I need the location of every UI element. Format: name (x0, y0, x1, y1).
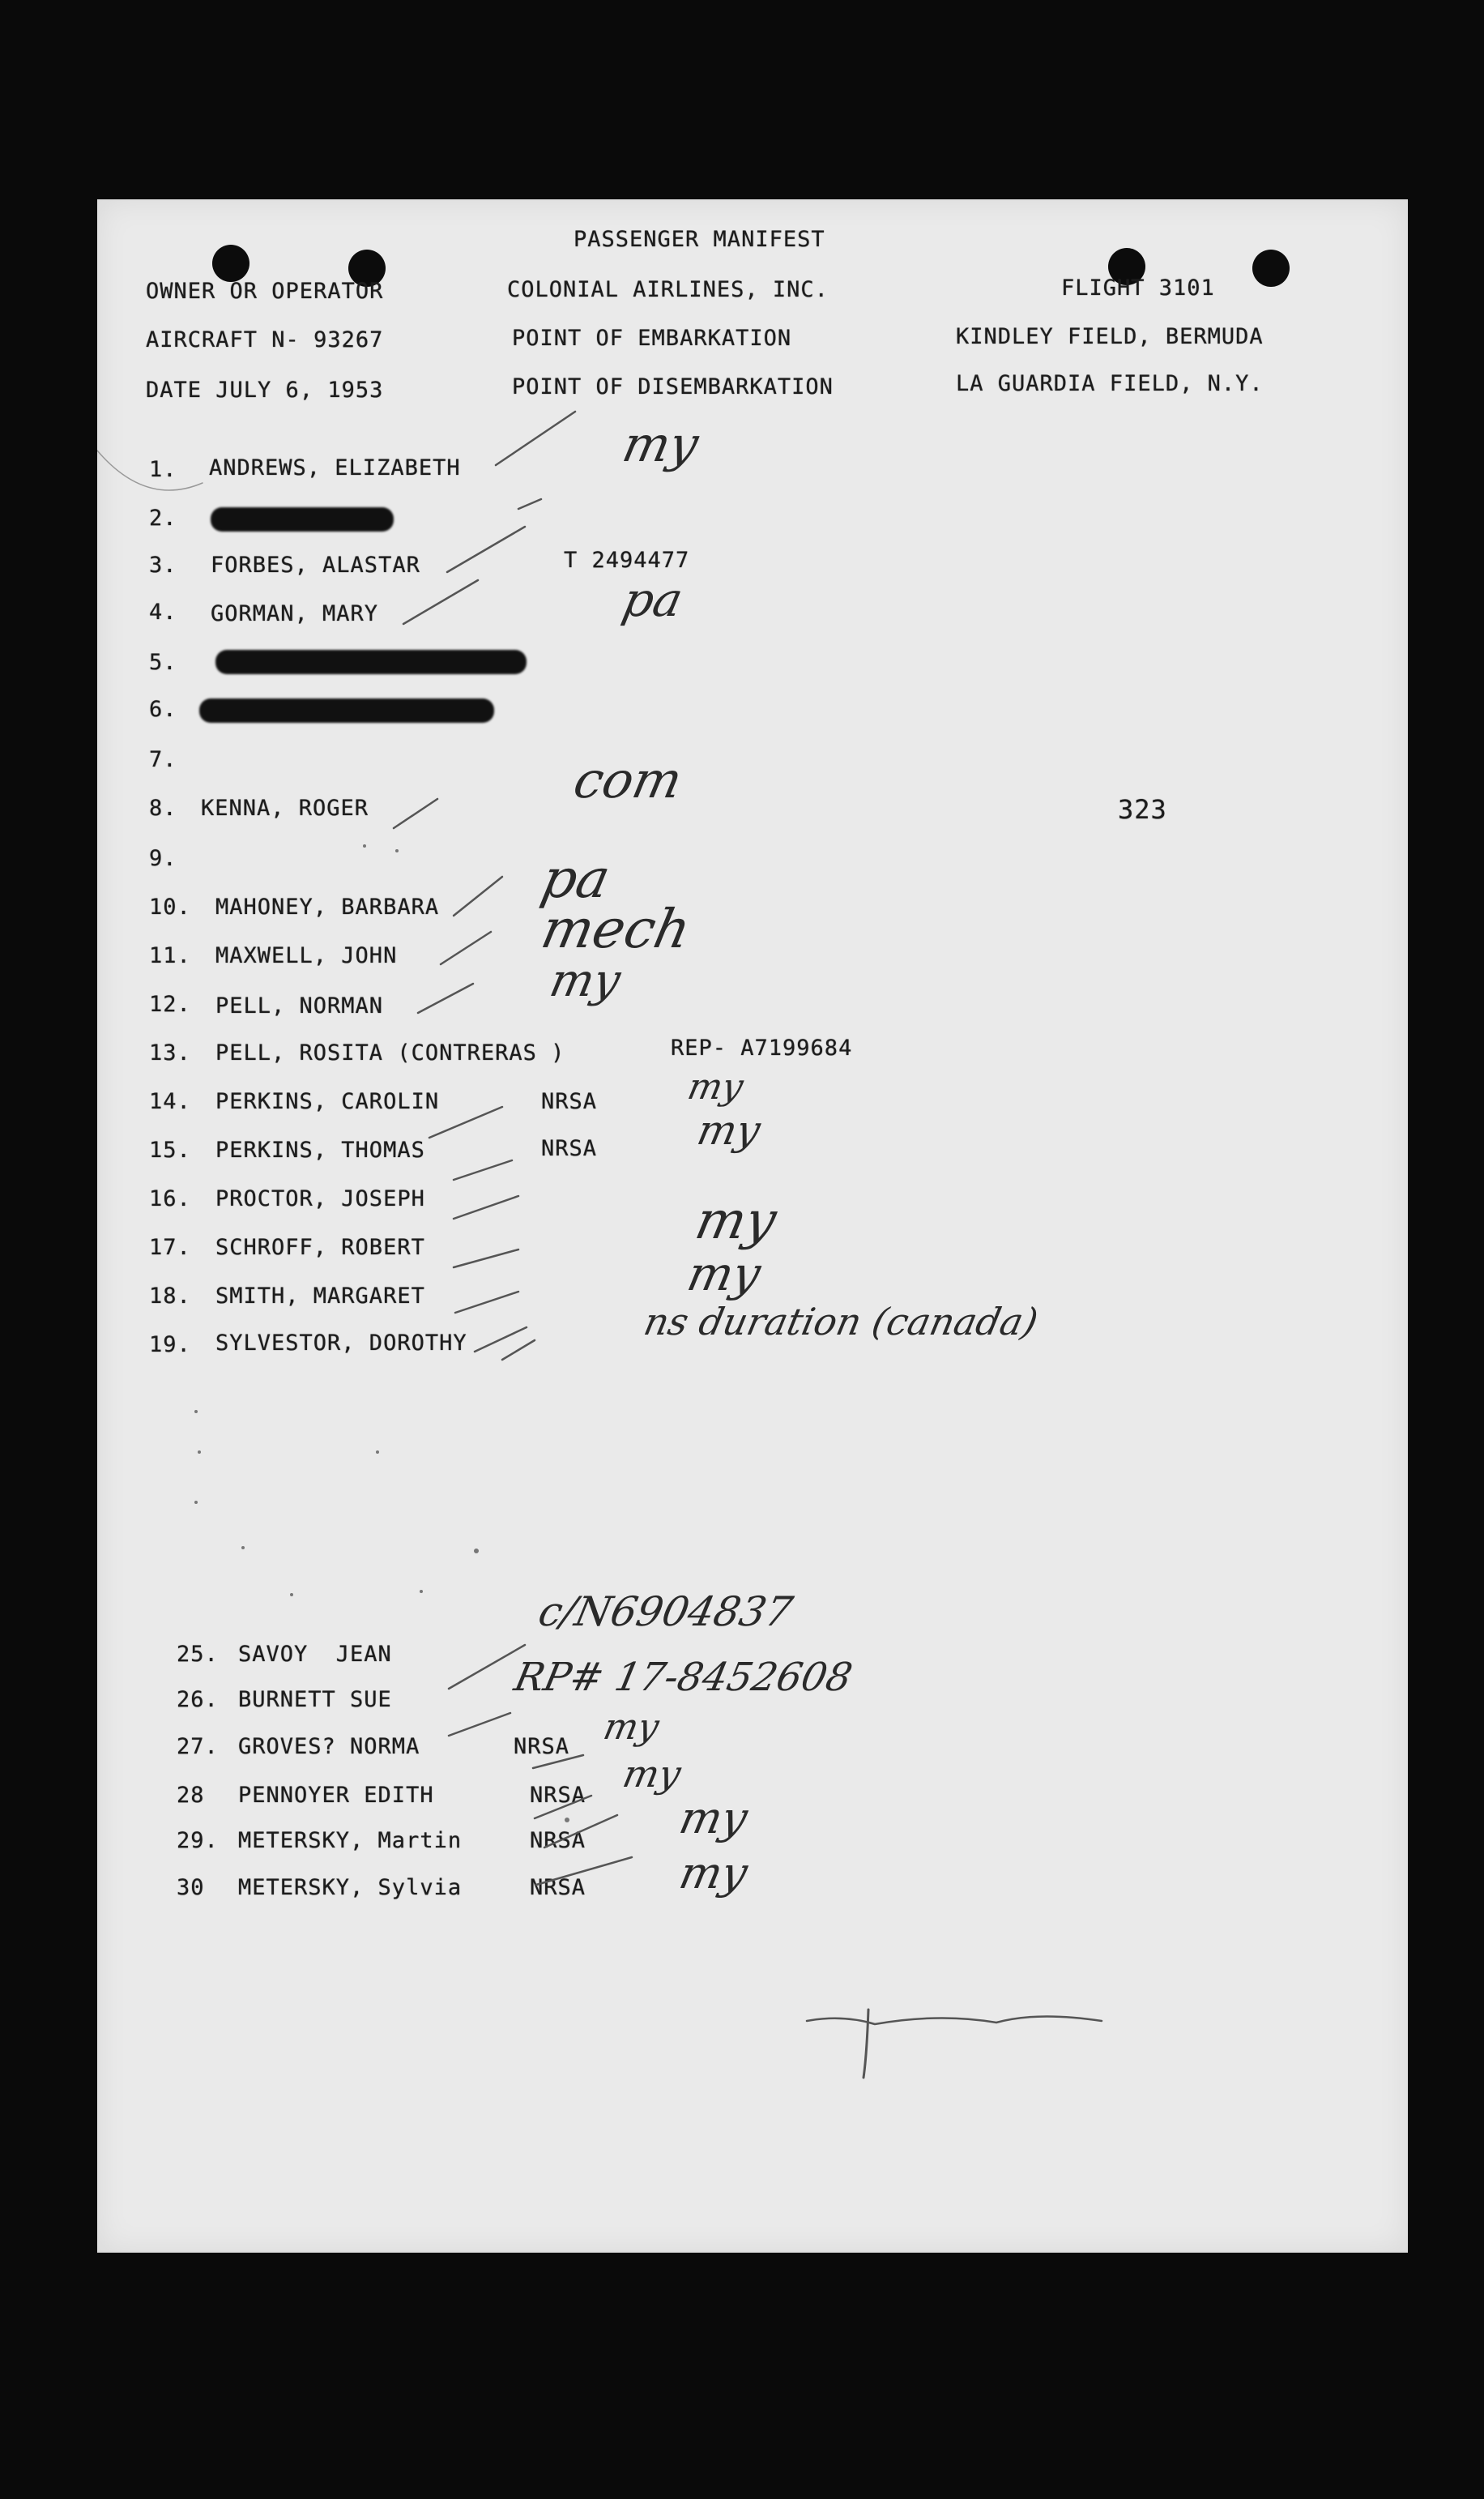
passenger-name: KENNA, ROGER (201, 796, 369, 821)
passenger-row-number: 10. (149, 895, 191, 920)
passenger-note: REP- A7199684 (671, 1036, 853, 1061)
owner-value: COLONIAL AIRLINES, INC. (507, 277, 829, 302)
passenger-name: BURNETT SUE (238, 1687, 392, 1712)
passenger-name: MAXWELL, JOHN (215, 943, 398, 968)
passenger-note: NRSA (514, 1734, 570, 1759)
handwritten-note: c/N6904837 (534, 1588, 797, 1635)
passenger-name: PELL, ROSITA (CONTRERAS ) (215, 1040, 565, 1066)
passenger-name: PERKINS, CAROLIN (215, 1089, 440, 1114)
passenger-row-number: 13. (149, 1040, 191, 1066)
passenger-row-number: 25. (177, 1642, 219, 1667)
passenger-note: NRSA (530, 1828, 586, 1853)
handwritten-note: my (545, 955, 625, 1007)
passenger-row-number: 7. (149, 747, 177, 772)
passenger-name: METERSKY, Martin (238, 1828, 463, 1853)
handwritten-note: my (617, 416, 704, 473)
passenger-name: PENNOYER EDITH (238, 1783, 434, 1808)
passenger-row-number: 29. (177, 1828, 219, 1853)
redaction-mark (211, 507, 394, 532)
handwritten-note: mech (535, 898, 697, 960)
redaction-mark (199, 698, 494, 723)
passenger-note: NRSA (530, 1783, 586, 1808)
passenger-row-number: 6. (149, 697, 177, 722)
passenger-row-number: 5. (149, 650, 177, 675)
manifest-date: DATE JULY 6, 1953 (146, 378, 384, 403)
punch-hole-right-2 (1252, 250, 1290, 287)
handwritten-note: my (675, 1792, 753, 1843)
passenger-name: MAHONEY, BARBARA (215, 895, 440, 920)
passenger-row-number: 30 (177, 1875, 205, 1900)
flight-number: FLIGHT 3101 (1061, 276, 1215, 301)
passenger-row-number: 8. (149, 796, 177, 821)
handwritten-note: my (690, 1191, 782, 1251)
passenger-name: METERSKY, Sylvia (238, 1875, 463, 1900)
passenger-row-number: 2. (149, 506, 177, 531)
handwritten-note: ns duration (canada) (640, 1300, 1043, 1343)
passenger-name: SMITH, MARGARET (215, 1284, 425, 1309)
manifest-page (97, 199, 1408, 2253)
passenger-note: NRSA (541, 1136, 598, 1161)
handwritten-note: RP# 17-8452608 (510, 1655, 856, 1700)
handwritten-note: my (693, 1107, 765, 1154)
passenger-row-number: 16. (149, 1186, 191, 1211)
aircraft-number: AIRCRAFT N- 93267 (146, 327, 384, 352)
handwritten-note: pa (535, 848, 616, 910)
passenger-name: PERKINS, THOMAS (215, 1138, 425, 1163)
passenger-name: GORMAN, MARY (211, 601, 379, 626)
passenger-name: SYLVESTOR, DOROTHY (215, 1331, 467, 1356)
redaction-mark (215, 650, 527, 674)
passenger-row-number: 3. (149, 553, 177, 578)
handwritten-note: pa (617, 572, 688, 627)
passenger-row-number: 1. (149, 457, 177, 482)
handwritten-note: my (682, 1246, 765, 1301)
punch-hole-left-1 (212, 245, 249, 282)
page-number: 323 (1118, 794, 1167, 825)
handwritten-note: com (569, 750, 688, 810)
passenger-row-number: 14. (149, 1089, 191, 1114)
owner-label: OWNER OR OPERATOR (146, 279, 384, 304)
passenger-row-number: 28 (177, 1783, 205, 1808)
passenger-row-number: 12. (149, 992, 191, 1017)
passenger-row-number: 15. (149, 1138, 191, 1163)
passenger-name: PELL, NORMAN (215, 993, 384, 1019)
passenger-row-number: 4. (149, 600, 177, 625)
disembarkation-value: LA GUARDIA FIELD, N.Y. (956, 371, 1264, 396)
handwritten-note: my (599, 1707, 663, 1748)
disembarkation-label: POINT OF DISEMBARKATION (512, 374, 834, 399)
manifest-title: PASSENGER MANIFEST (574, 227, 825, 252)
passenger-row-number: 9. (149, 846, 177, 871)
passenger-name: SCHROFF, ROBERT (215, 1235, 425, 1260)
embarkation-value: KINDLEY FIELD, BERMUDA (956, 324, 1264, 349)
passenger-name: ANDREWS, ELIZABETH (209, 455, 461, 481)
passenger-name: SAVOY JEAN (238, 1642, 392, 1667)
passenger-row-number: 19. (149, 1332, 191, 1357)
passenger-name: GROVES? NORMA (238, 1734, 420, 1759)
passenger-row-number: 17. (149, 1235, 191, 1260)
embarkation-label: POINT OF EMBARKATION (512, 326, 792, 351)
passenger-name: FORBES, ALASTAR (211, 553, 420, 578)
passenger-note: T 2494477 (564, 548, 690, 573)
passenger-row-number: 18. (149, 1284, 191, 1309)
handwritten-note: my (684, 1066, 748, 1108)
handwritten-note: my (675, 1848, 753, 1899)
passenger-name: PROCTOR, JOSEPH (215, 1186, 425, 1211)
passenger-row-number: 26. (177, 1687, 219, 1712)
passenger-row-number: 11. (149, 943, 191, 968)
handwritten-note: my (619, 1752, 685, 1796)
passenger-note: NRSA (530, 1875, 586, 1900)
passenger-note: NRSA (541, 1089, 598, 1114)
passenger-row-number: 27. (177, 1734, 219, 1759)
